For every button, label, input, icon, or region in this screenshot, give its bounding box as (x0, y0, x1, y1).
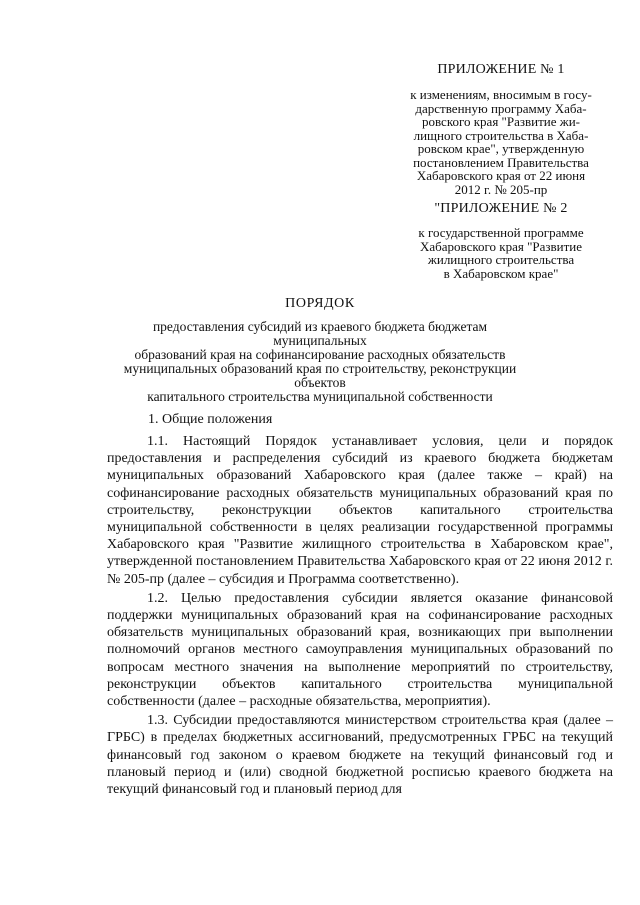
appendix-1-note-line: 2012 г. № 205-пр (454, 181, 548, 197)
appendix-1-note-line: лищного строительства в Хаба- (413, 127, 589, 143)
appendix-2-note-line: в Хабаровском крае" (443, 265, 559, 281)
document-subtitle-line: образований края на софинансирование расходных обязательств (134, 347, 506, 362)
appendix-2-block (392, 201, 610, 280)
document-subtitle-line: предоставления субсидий из краевого бюджета бюджетам муниципальных (152, 319, 488, 348)
appendix-2-note-line: Хабаровского края "Развитие (419, 238, 583, 254)
appendix-2-note-line: к государственной программе (418, 225, 584, 240)
appendix-1-note (392, 88, 610, 196)
document-subtitle-line: капитального строительства муниципальной собственности (147, 389, 493, 404)
appendix-2-note (392, 226, 610, 280)
paragraph-1-3: 1.3. Субсидии предоставляются министерством строительства края (далее – ГРБС) в пределах бюджетных ассигнований, предусмотренных ГРБС на текущий финансовый год законом о краевом бюджете на текущий финансовый год и плановый период и (или) сводной бюджетной росписью краевого бюджета на текущий финансовый год и плановый период для (107, 713, 613, 798)
document-title: ПОРЯДОК (285, 296, 355, 311)
paragraph-1-2: 1.2. Целью предоставления субсидии является оказание финансовой поддержки муниципальных образований края на софинансирование расходных обязательств муниципальных образований края, возникающих при выполнении полномочий органов местного самоуправления муниципальных образований по вопросам местного значения на выполнение мероприятий по строительству, реконструкции объектов капитального строительства муниципальной собственности (далее – расходные обязательства, мероприятия). (107, 590, 613, 710)
document-subtitle (105, 320, 535, 404)
section-heading: 1. Общие положения (148, 412, 273, 427)
appendix-2-note-line: жилищного строительства (427, 252, 575, 267)
section-body (107, 433, 613, 800)
appendix-2-heading: "ПРИЛОЖЕНИЕ № 2 (434, 201, 568, 216)
appendix-1-note-line: к изменениям, вносимым в госу- (410, 87, 592, 102)
appendix-1-note-line: дарственную программу Хаба- (415, 100, 587, 116)
document-subtitle-line: муниципальных образований края по строительству, реконструкции объектов (123, 361, 517, 390)
appendix-1-note-line: Хабаровского края от 22 июня (416, 168, 586, 183)
paragraph-1-1: 1.1. Настоящий Порядок устанавливает условия, цели и порядок предоставления и распределения субсидий из краевого бюджета бюджетам муниципальных образований Хабаровского края (далее также – край) на софинансирование расходных обязательств муниципальных образований края по строительству, реконструкции объектов капитального строительства муниципальной собственности в целях реализации государственной программы Хабаровского края "Развитие жилищного строительства в Хабаровском крае", утвержденной постановлением Правительства Хабаровского края от 22 июня 2012 г. № 205-пр (далее – субсидия и Программа соответственно). (107, 434, 613, 587)
appendix-1-note-line: ровского края "Развитие жи- (421, 114, 581, 129)
appendix-1-note-line: ровском крае", утвержденную (417, 141, 585, 156)
appendix-1-heading: ПРИЛОЖЕНИЕ № 1 (437, 62, 565, 77)
appendix-1-note-line: постановлением Правительства (413, 154, 589, 170)
appendix-1-block (392, 62, 610, 196)
